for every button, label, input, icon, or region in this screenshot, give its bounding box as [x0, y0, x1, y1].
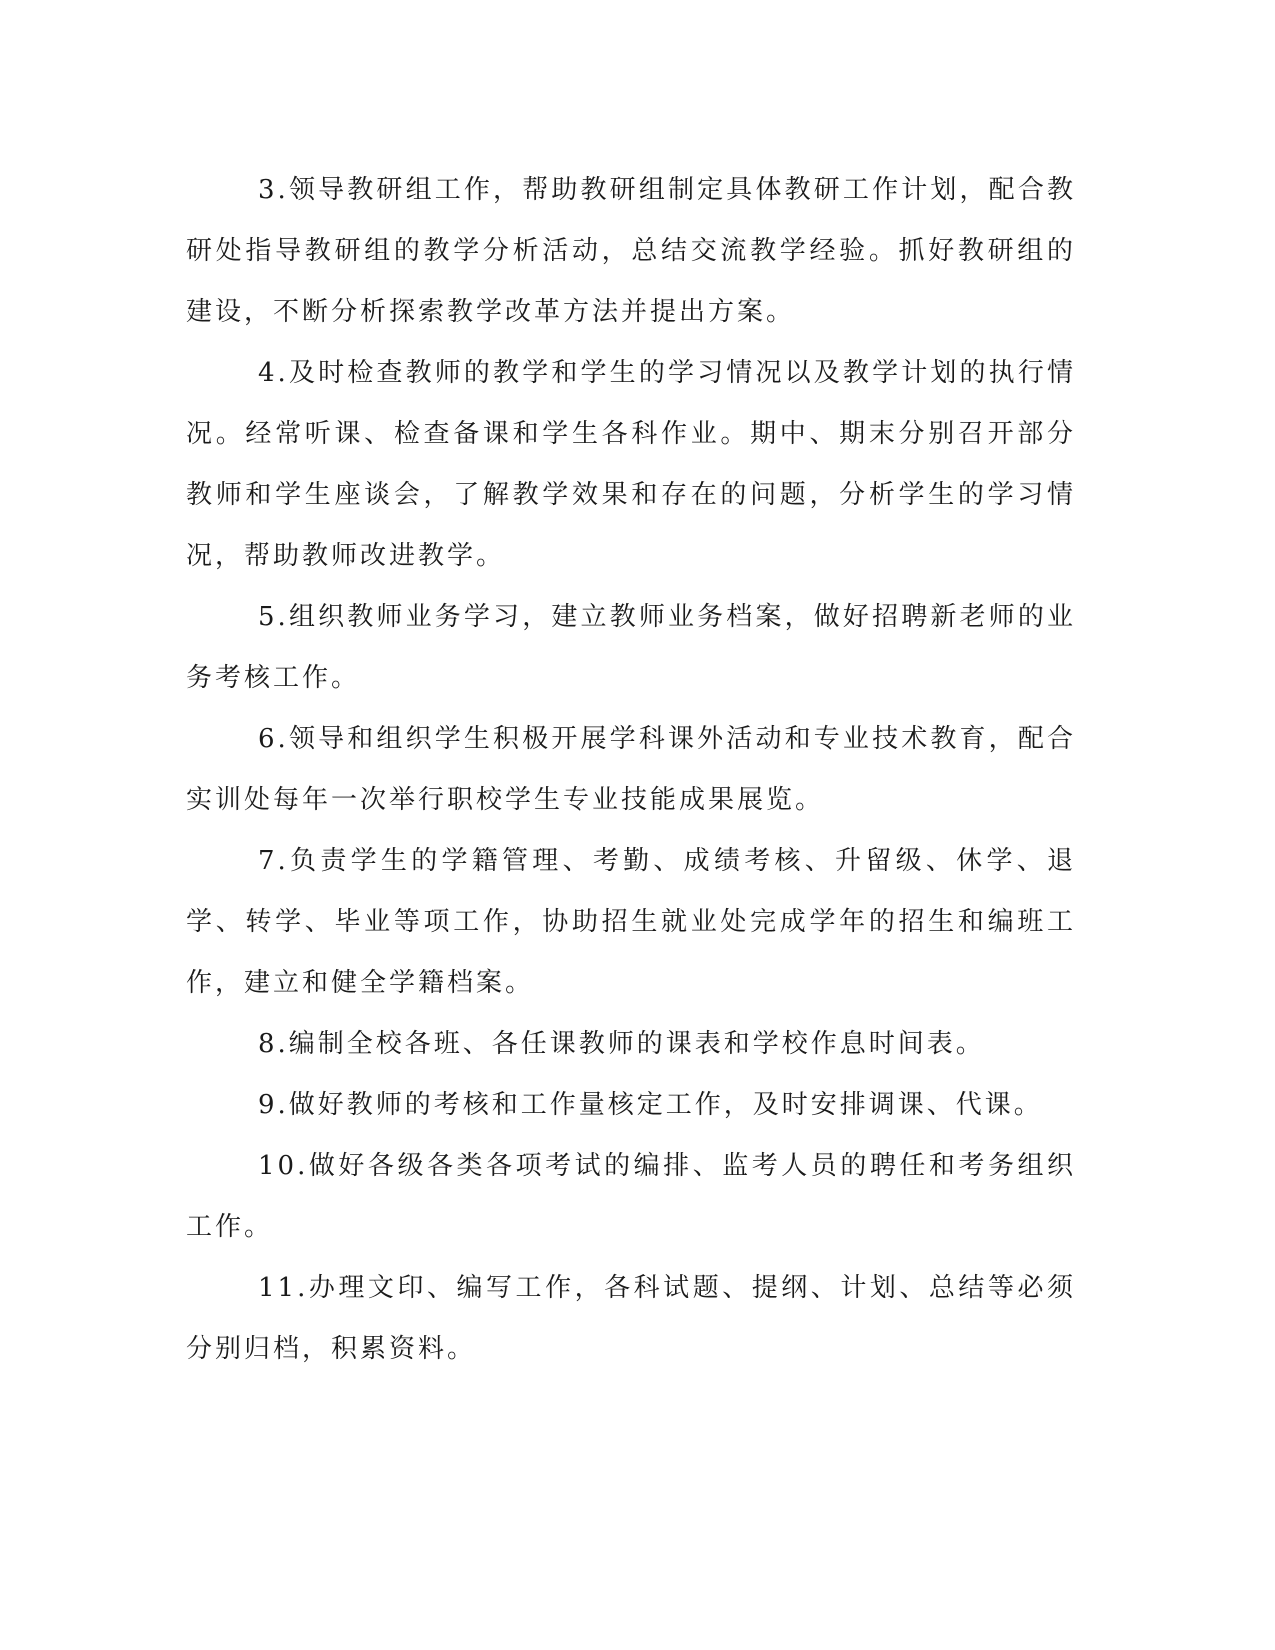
- paragraph-item-5: 5.组织教师业务学习，建立教师业务档案，做好招聘新老师的业务考核工作。: [186, 602, 1076, 693]
- paragraph-item-11: 11.办理文印、编写工作，各科试题、提纲、计划、总结等必须分别归档，积累资料。: [186, 1273, 1076, 1364]
- paragraph-item-7: 7.负责学生的学籍管理、考勤、成绩考核、升留级、休学、退学、转学、毕业等项工作，协助招生就业处完成学年的招生和编班工作，建立和健全学籍档案。: [186, 846, 1076, 998]
- paragraph-item-9: 9.做好教师的考核和工作量核定工作，及时安排调课、代课。: [258, 1090, 1043, 1120]
- paragraph-item-10: 10.做好各级各类各项考试的编排、监考人员的聘任和考务组织工作。: [186, 1151, 1076, 1242]
- paragraph-item-6: 6.领导和组织学生积极开展学科课外活动和专业技术教育，配合实训处每年一次举行职校学生专业技能成果展览。: [186, 724, 1076, 815]
- document-body: [186, 160, 1076, 1380]
- paragraph-item-4: 4.及时检查教师的教学和学生的学习情况以及教学计划的执行情况。经常听课、检查备课和学生各科作业。期中、期末分别召开部分教师和学生座谈会，了解教学效果和存在的问题，分析学生的学习情况，帮助教师改进教学。: [186, 358, 1076, 571]
- paragraph-item-8: 8.编制全校各班、各任课教师的课表和学校作息时间表。: [258, 1029, 985, 1059]
- paragraph-item-3: 3.领导教研组工作，帮助教研组制定具体教研工作计划，配合教研处指导教研组的教学分析活动，总结交流教学经验。抓好教研组的建设，不断分析探索教学改革方法并提出方案。: [186, 175, 1076, 327]
